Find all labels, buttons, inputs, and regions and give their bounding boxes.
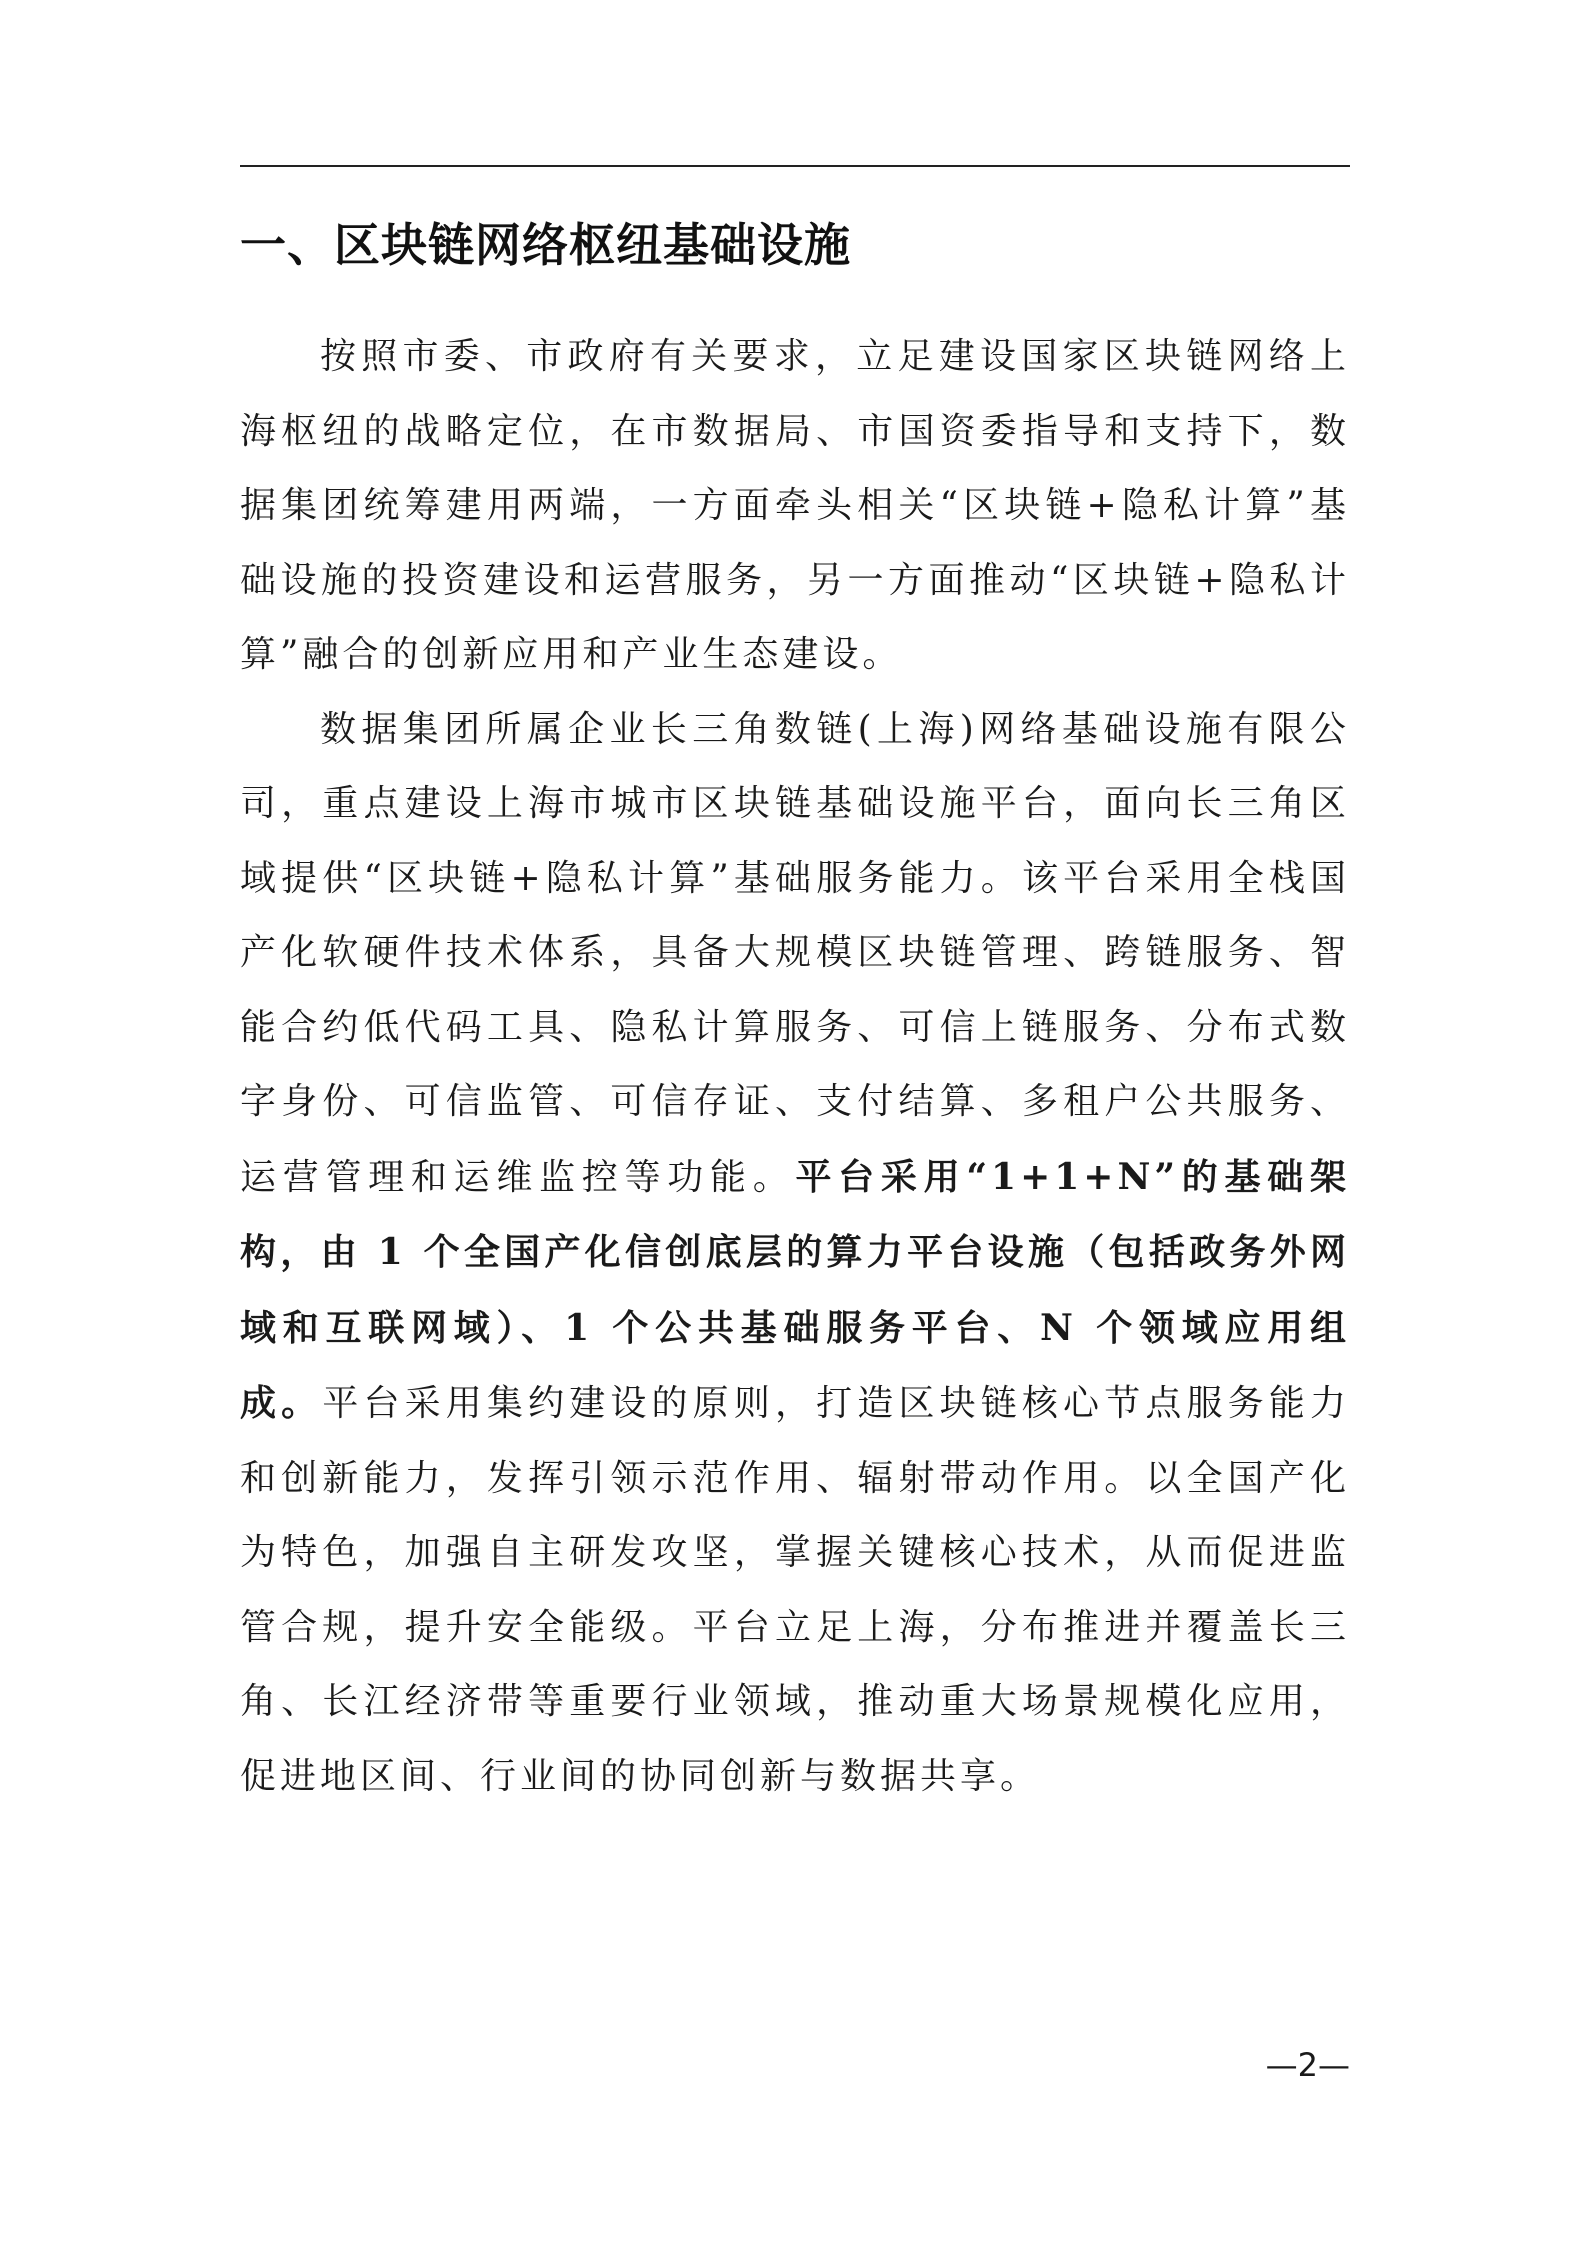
page-number: —2— bbox=[1265, 2046, 1350, 2084]
paragraph-2-text-b: 平台采用集约建设的原则，打造区块链核心节点服务能力和创新能力，发挥引领示范作用、辐射带动作用。以全国产化为特色，加强自主研发攻坚，掌握关键核心技术，从而促进监管合规，提升安全能级。平台立足上海，分布推进并覆盖长三角、长江经济带等重要行业领域，推动重大场景规模化应用，促进地区间、行业间的协同创新与数据共享。 bbox=[240, 1383, 1350, 1797]
paragraph-2 bbox=[240, 693, 1350, 1815]
paragraph-1: 按照市委、市政府有关要求，立足建设国家区块链网络上海枢纽的战略定位，在市数据局、市国资委指导和支持下，数据集团统筹建用两端，一方面牵头相关“区块链+隐私计算”基础设施的投资建设和运营服务，另一方面推动“区块链+隐私计算”融合的创新应用和产业生态建设。 bbox=[240, 336, 1350, 675]
document-body bbox=[240, 320, 1350, 1814]
header-rule bbox=[240, 165, 1350, 167]
paragraph-2-text-a: 数据集团所属企业长三角数链(上海)网络基础设施有限公司，重点建设上海市城市区块链基础设施平台，面向长三角区域提供“区块链+隐私计算”基础服务能力。该平台采用全栈国产化软硬件技术体系，具备大规模区块链管理、跨链服务、智能合约低代码工具、隐私计算服务、可信上链服务、分布式数字身份、可信监管、可信存证、支付结算、多租户公共服务、运营管理和运维监控等功能。 bbox=[240, 708, 1350, 1198]
section-heading: 一、区块链网络枢纽基础设施 bbox=[240, 218, 851, 272]
paragraph-2-bold-architecture: 平台采用“1+1+N”的基础架构，由 1 个全国产化信创底层的算力平台设施（包括政务外网域和互联网域）、1 个公共基础服务平台、N 个领域应用组成。 bbox=[240, 1155, 1350, 1424]
